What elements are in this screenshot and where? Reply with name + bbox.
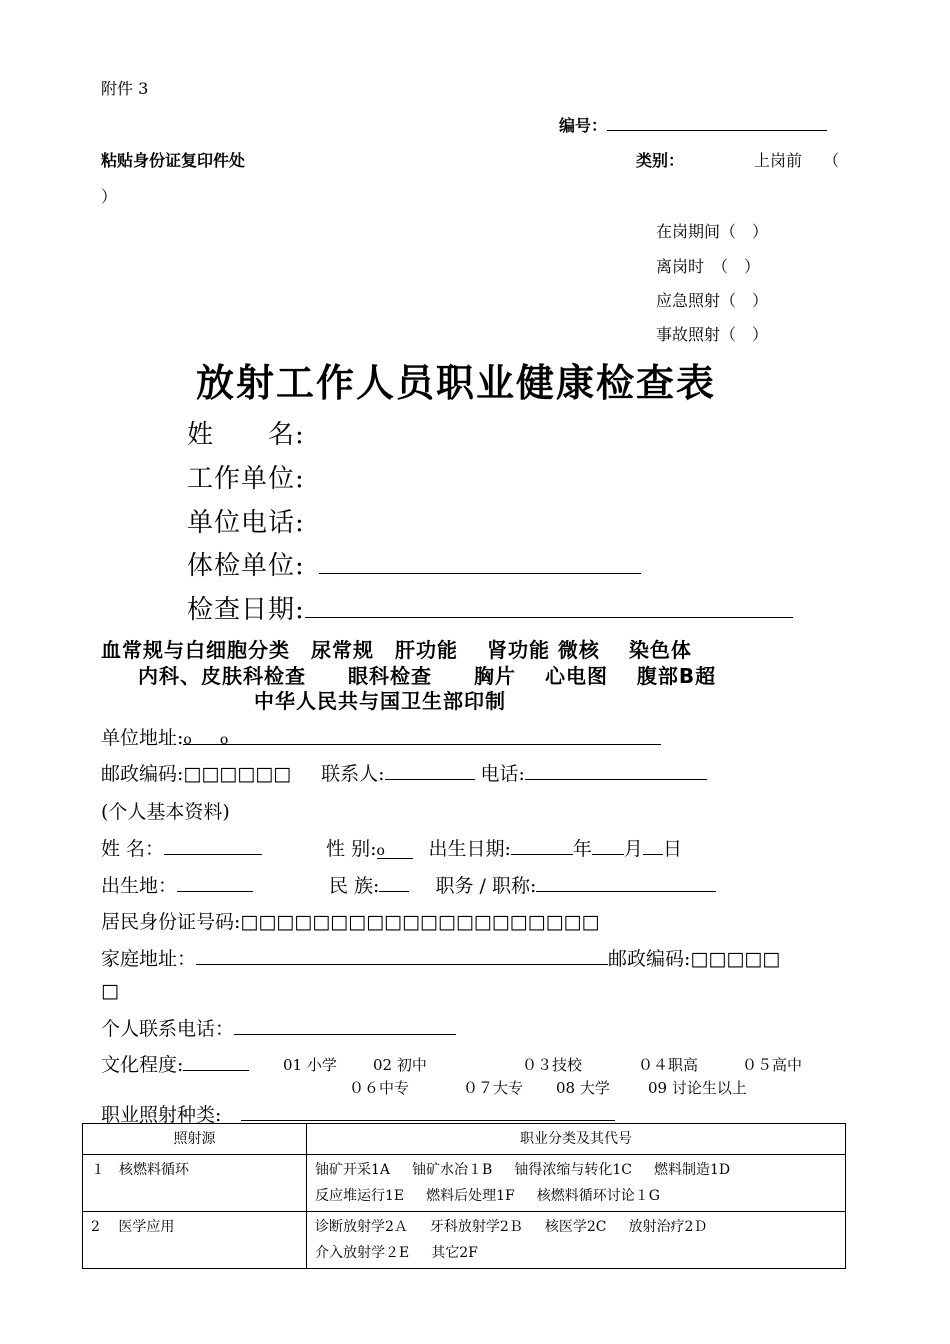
position-label: 职务 / 职称: xyxy=(435,875,537,897)
basic-unit-phone-label: 单位电话: xyxy=(187,508,305,538)
code-1g: 核燃料循环讨论１G xyxy=(536,1188,660,1204)
classification-line xyxy=(315,1183,837,1209)
phone-input-line[interactable] xyxy=(525,759,707,780)
code-2d: 放射治疗2Ｄ xyxy=(628,1219,708,1235)
row-classification-nuclear xyxy=(307,1155,846,1212)
month-label: 月 xyxy=(623,838,643,860)
number-label: 编号： xyxy=(559,116,608,135)
code-1f: 燃料后处理1F xyxy=(426,1188,515,1204)
basic-work-unit-label: 工作单位: xyxy=(187,464,305,494)
ethnicity-input-line[interactable] xyxy=(379,871,409,892)
birthplace-input-line[interactable] xyxy=(177,871,253,892)
category-on-duty: 在岗期间（ ） xyxy=(656,222,769,241)
birthplace-row xyxy=(101,871,716,898)
unit-address-input-line[interactable]: o o xyxy=(183,729,661,745)
contact-input-line[interactable] xyxy=(385,759,475,780)
personal-info-heading: (个人基本资料) xyxy=(101,801,230,823)
row-source-nuclear: １ 核燃料循环 xyxy=(83,1155,307,1212)
occupation-table xyxy=(82,1123,846,1269)
number-field xyxy=(559,113,827,136)
birth-month-input-line[interactable] xyxy=(592,834,624,855)
code-2b: 牙科放射学2Ｂ xyxy=(429,1219,523,1235)
unit-postcode-label: 邮政编码:□□□□□□ xyxy=(101,763,292,785)
table-header-source: 照射源 xyxy=(83,1124,307,1155)
education-label: 文化程度: xyxy=(101,1054,184,1076)
row-classification-medical xyxy=(307,1212,846,1269)
code-2e: 介入放射学２E xyxy=(315,1245,410,1261)
personal-name-label: 姓 名： xyxy=(101,838,165,860)
gender-input-line[interactable]: o xyxy=(377,843,413,859)
basic-exam-unit-field xyxy=(187,545,641,582)
home-postcode-field[interactable]: 邮政编码:□□□□□ xyxy=(608,948,781,970)
exam-date-input-line[interactable] xyxy=(305,590,793,618)
exam-items-line-2: 内科、皮肤科检查 眼科检查 胸片 心电图 腹部B超 xyxy=(138,664,717,688)
education-option-university: 08 大学 xyxy=(556,1079,610,1097)
code-1e: 反应堆运行1E xyxy=(315,1188,405,1204)
category-label: 类别： xyxy=(636,151,685,170)
id-number-field[interactable]: 居民身份证号码:□□□□□□□□□□□□□□□□□□□□ xyxy=(101,911,600,933)
education-option-secondary-specialized: ０６中专 xyxy=(349,1079,410,1097)
exam-items-line-1: 血常规与白细胞分类 尿常规 肝功能 肾功能 微核 染色体 xyxy=(101,638,692,662)
unit-address-label: 单位地址: xyxy=(101,727,184,749)
category-close-paren: ） xyxy=(101,187,118,206)
position-input-line[interactable] xyxy=(536,871,716,892)
code-1d: 燃料制造1D xyxy=(653,1162,731,1178)
education-option-technical: ０３技校 xyxy=(522,1056,583,1074)
ethnicity-label: 民 族: xyxy=(329,875,380,897)
category-accident: 事故照射（ ） xyxy=(656,325,769,344)
code-1a: 铀矿开采1A xyxy=(315,1162,391,1178)
birth-date-label: 出生日期: xyxy=(428,838,511,860)
category-leaving: 离岗时 （ ） xyxy=(656,257,761,276)
table-header-row xyxy=(83,1124,846,1155)
basic-name-label: 姓 名: xyxy=(187,420,305,450)
printed-by: 中华人民共与国卫生部印制 xyxy=(254,689,506,713)
unit-address-field xyxy=(101,723,661,750)
education-option-junior-college: ０７大专 xyxy=(463,1079,524,1097)
code-2a: 诊断放射学2Ａ xyxy=(315,1219,408,1235)
day-label: 日 xyxy=(662,838,682,860)
basic-exam-unit-label: 体检单位: xyxy=(187,551,305,581)
page-title: 放射工作人员职业健康检查表 xyxy=(196,361,717,405)
personal-phone-label: 个人联系电话： xyxy=(101,1018,235,1040)
code-1b: 铀矿水冶１B xyxy=(412,1162,493,1178)
personal-phone-input-line[interactable] xyxy=(234,1014,456,1035)
education-row xyxy=(101,1050,249,1077)
exposure-type-label: 职业照射种类: xyxy=(101,1104,222,1126)
classification-line xyxy=(315,1240,837,1266)
personal-name-row xyxy=(101,834,682,861)
education-input-line[interactable] xyxy=(183,1050,249,1071)
gender-label: 性 别: xyxy=(326,838,377,860)
personal-phone-row xyxy=(101,1014,456,1041)
home-postcode-extra-box[interactable]: □ xyxy=(101,980,119,1002)
table-row xyxy=(83,1155,846,1212)
year-label: 年 xyxy=(572,838,592,860)
contact-label: 联系人: xyxy=(321,763,385,785)
home-address-row xyxy=(101,944,780,971)
birthplace-label: 出生地： xyxy=(101,875,178,897)
table-row xyxy=(83,1212,846,1269)
classification-line xyxy=(315,1214,837,1240)
phone-label: 电话: xyxy=(480,763,525,785)
postcode-row xyxy=(101,759,707,786)
basic-exam-date-label: 检查日期: xyxy=(187,595,305,625)
personal-name-input-line[interactable] xyxy=(164,834,262,855)
birth-year-input-line[interactable] xyxy=(511,834,573,855)
category-emergency: 应急照射（ ） xyxy=(656,291,769,310)
education-option-primary: 01 小学 xyxy=(283,1056,337,1074)
code-2f: 其它2F xyxy=(431,1245,478,1261)
row-source-medical: 2 医学应用 xyxy=(83,1212,307,1269)
education-option-postgraduate: 09 讨论生以上 xyxy=(648,1079,747,1097)
exam-unit-input-line[interactable] xyxy=(319,546,641,574)
paste-id-label: 粘贴身份证复印件处 xyxy=(101,151,246,170)
table-header-classification: 职业分类及其代号 xyxy=(307,1124,846,1155)
education-option-junior: 02 初中 xyxy=(373,1056,427,1074)
code-2c: 核医学2C xyxy=(544,1219,607,1235)
education-option-vocational: ０４职高 xyxy=(638,1056,699,1074)
birth-day-input-line[interactable] xyxy=(643,834,663,855)
code-1c: 铀得浓缩与转化1C xyxy=(514,1162,632,1178)
number-input-line[interactable] xyxy=(607,113,827,131)
attachment-label: 附件 3 xyxy=(101,79,149,98)
home-address-input-line[interactable] xyxy=(196,944,608,965)
category-pre-job: 上岗前 （ xyxy=(754,151,840,170)
home-address-label: 家庭地址： xyxy=(101,948,197,970)
classification-line xyxy=(315,1157,837,1183)
basic-exam-date-field xyxy=(187,589,793,626)
exposure-type-input-line[interactable] xyxy=(241,1100,615,1121)
education-option-high-school: ０５高中 xyxy=(742,1056,803,1074)
